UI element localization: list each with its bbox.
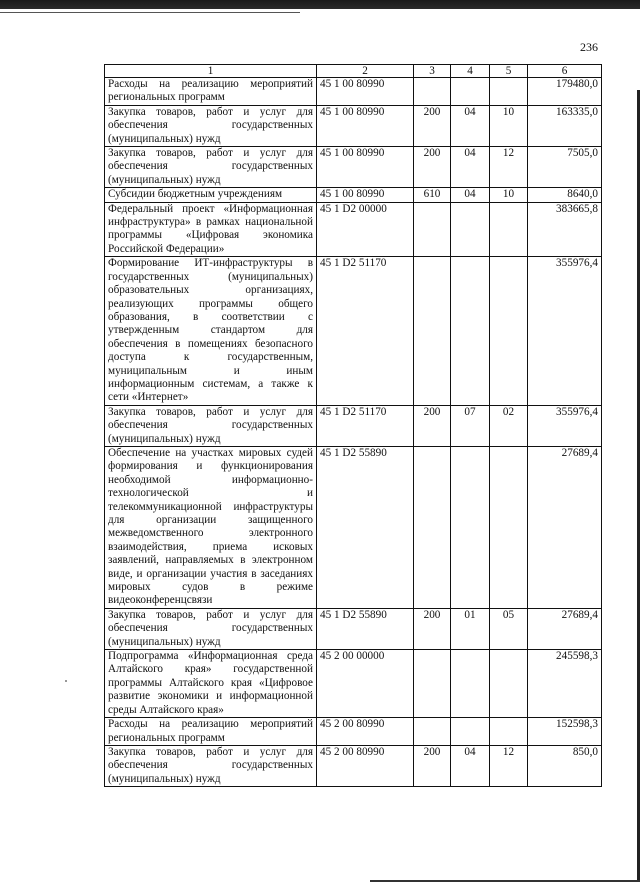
column-header: 1 <box>105 65 317 78</box>
row-code: 45 1 00 80990 <box>317 147 414 188</box>
row-description: Формирование ИТ-инфраструктуры в государственных (муниципальных) образовательных организациях, реализующих программы общего образования, в соответствии с утвержденным стандартом для обеспечения в помещениях безопасного доступа к государственным, муниципальным и иным информационным системам, а также к сети «Интернет» <box>105 257 317 405</box>
row-expense-type: 200 <box>414 745 451 786</box>
row-description: Закупка товаров, работ и услуг для обеспечения государственных (муниципальных) нужд <box>105 608 317 649</box>
scan-line-top <box>0 12 300 13</box>
row-expense-type <box>414 650 451 718</box>
row-subsection: 05 <box>490 608 528 649</box>
row-expense-type: 200 <box>414 105 451 146</box>
row-section <box>451 446 490 608</box>
row-expense-type <box>414 78 451 106</box>
row-section: 04 <box>451 105 490 146</box>
row-section <box>451 257 490 405</box>
row-code: 45 1 00 80990 <box>317 78 414 106</box>
scan-border-top <box>0 0 640 9</box>
row-section: 04 <box>451 745 490 786</box>
row-amount: 383665,8 <box>528 202 602 257</box>
column-header: 5 <box>490 65 528 78</box>
row-description: Субсидии бюджетным учреждениям <box>105 188 317 202</box>
row-subsection <box>490 257 528 405</box>
scan-speck <box>65 680 67 682</box>
row-amount: 27689,4 <box>528 446 602 608</box>
row-code: 45 1 D2 55890 <box>317 446 414 608</box>
column-header: 4 <box>451 65 490 78</box>
table-row <box>105 650 602 718</box>
row-code: 45 1 00 80990 <box>317 188 414 202</box>
column-header: 6 <box>528 65 602 78</box>
column-header: 2 <box>317 65 414 78</box>
row-code: 45 1 D2 51170 <box>317 257 414 405</box>
row-expense-type <box>414 718 451 746</box>
row-subsection <box>490 718 528 746</box>
row-amount: 163335,0 <box>528 105 602 146</box>
row-section: 07 <box>451 405 490 446</box>
row-section: 04 <box>451 188 490 202</box>
row-amount: 245598,3 <box>528 650 602 718</box>
row-subsection: 10 <box>490 105 528 146</box>
table-header-row <box>105 65 602 78</box>
row-expense-type <box>414 257 451 405</box>
row-description: Закупка товаров, работ и услуг для обеспечения государственных (муниципальных) нужд <box>105 105 317 146</box>
table-row <box>105 257 602 405</box>
row-description: Закупка товаров, работ и услуг для обеспечения государственных (муниципальных) нужд <box>105 745 317 786</box>
row-subsection <box>490 446 528 608</box>
row-code: 45 1 D2 00000 <box>317 202 414 257</box>
table-row <box>105 202 602 257</box>
table-row <box>105 446 602 608</box>
row-expense-type: 200 <box>414 608 451 649</box>
row-subsection: 12 <box>490 147 528 188</box>
row-code: 45 2 00 80990 <box>317 718 414 746</box>
row-description: Расходы на реализацию мероприятий региональных программ <box>105 718 317 746</box>
row-expense-type: 200 <box>414 147 451 188</box>
row-code: 45 1 00 80990 <box>317 105 414 146</box>
table-row <box>105 78 602 106</box>
row-code: 45 2 00 80990 <box>317 745 414 786</box>
row-subsection <box>490 202 528 257</box>
row-description: Обеспечение на участках мировых судей формирования и функционирования необходимой информационно-технологической и телекоммуникационной инфраструктуры для организации защищенного межведомственного электронного взаимодействия, приема исковых заявлений, направляемых в электронном виде, и организации участия в заседаниях мировых судов в режиме видеоконференцсвязи <box>105 446 317 608</box>
row-expense-type: 200 <box>414 405 451 446</box>
row-expense-type <box>414 446 451 608</box>
row-section <box>451 650 490 718</box>
row-section <box>451 202 490 257</box>
row-section <box>451 78 490 106</box>
row-description: Закупка товаров, работ и услуг для обеспечения государственных (муниципальных) нужд <box>105 147 317 188</box>
row-subsection <box>490 78 528 106</box>
row-subsection: 10 <box>490 188 528 202</box>
row-code: 45 1 D2 55890 <box>317 608 414 649</box>
row-amount: 355976,4 <box>528 405 602 446</box>
row-amount: 850,0 <box>528 745 602 786</box>
column-header: 3 <box>414 65 451 78</box>
table-row <box>105 745 602 786</box>
row-amount: 8640,0 <box>528 188 602 202</box>
row-expense-type <box>414 202 451 257</box>
budget-table <box>104 64 602 787</box>
table-row <box>105 188 602 202</box>
row-subsection: 02 <box>490 405 528 446</box>
row-amount: 7505,0 <box>528 147 602 188</box>
table-row <box>105 405 602 446</box>
row-subsection <box>490 650 528 718</box>
row-amount: 355976,4 <box>528 257 602 405</box>
scan-line-bottom <box>370 880 640 882</box>
row-code: 45 1 D2 51170 <box>317 405 414 446</box>
row-expense-type: 610 <box>414 188 451 202</box>
row-amount: 152598,3 <box>528 718 602 746</box>
row-section: 01 <box>451 608 490 649</box>
row-description: Федеральный проект «Информационная инфраструктура» в рамках национальной программы «Цифровая экономика Российской Федерации» <box>105 202 317 257</box>
row-amount: 27689,4 <box>528 608 602 649</box>
table-row <box>105 718 602 746</box>
row-description: Закупка товаров, работ и услуг для обеспечения государственных (муниципальных) нужд <box>105 405 317 446</box>
row-section <box>451 718 490 746</box>
row-amount: 179480,0 <box>528 78 602 106</box>
row-description: Подпрограмма «Информационная среда Алтайского края» государственной программы Алтайского края «Цифровое развитие экономики и информационной среды Алтайского края» <box>105 650 317 718</box>
table-row <box>105 608 602 649</box>
row-subsection: 12 <box>490 745 528 786</box>
row-description: Расходы на реализацию мероприятий региональных программ <box>105 78 317 106</box>
page-number: 236 <box>580 40 598 54</box>
table-row <box>105 147 602 188</box>
row-section: 04 <box>451 147 490 188</box>
table-row <box>105 105 602 146</box>
row-code: 45 2 00 00000 <box>317 650 414 718</box>
